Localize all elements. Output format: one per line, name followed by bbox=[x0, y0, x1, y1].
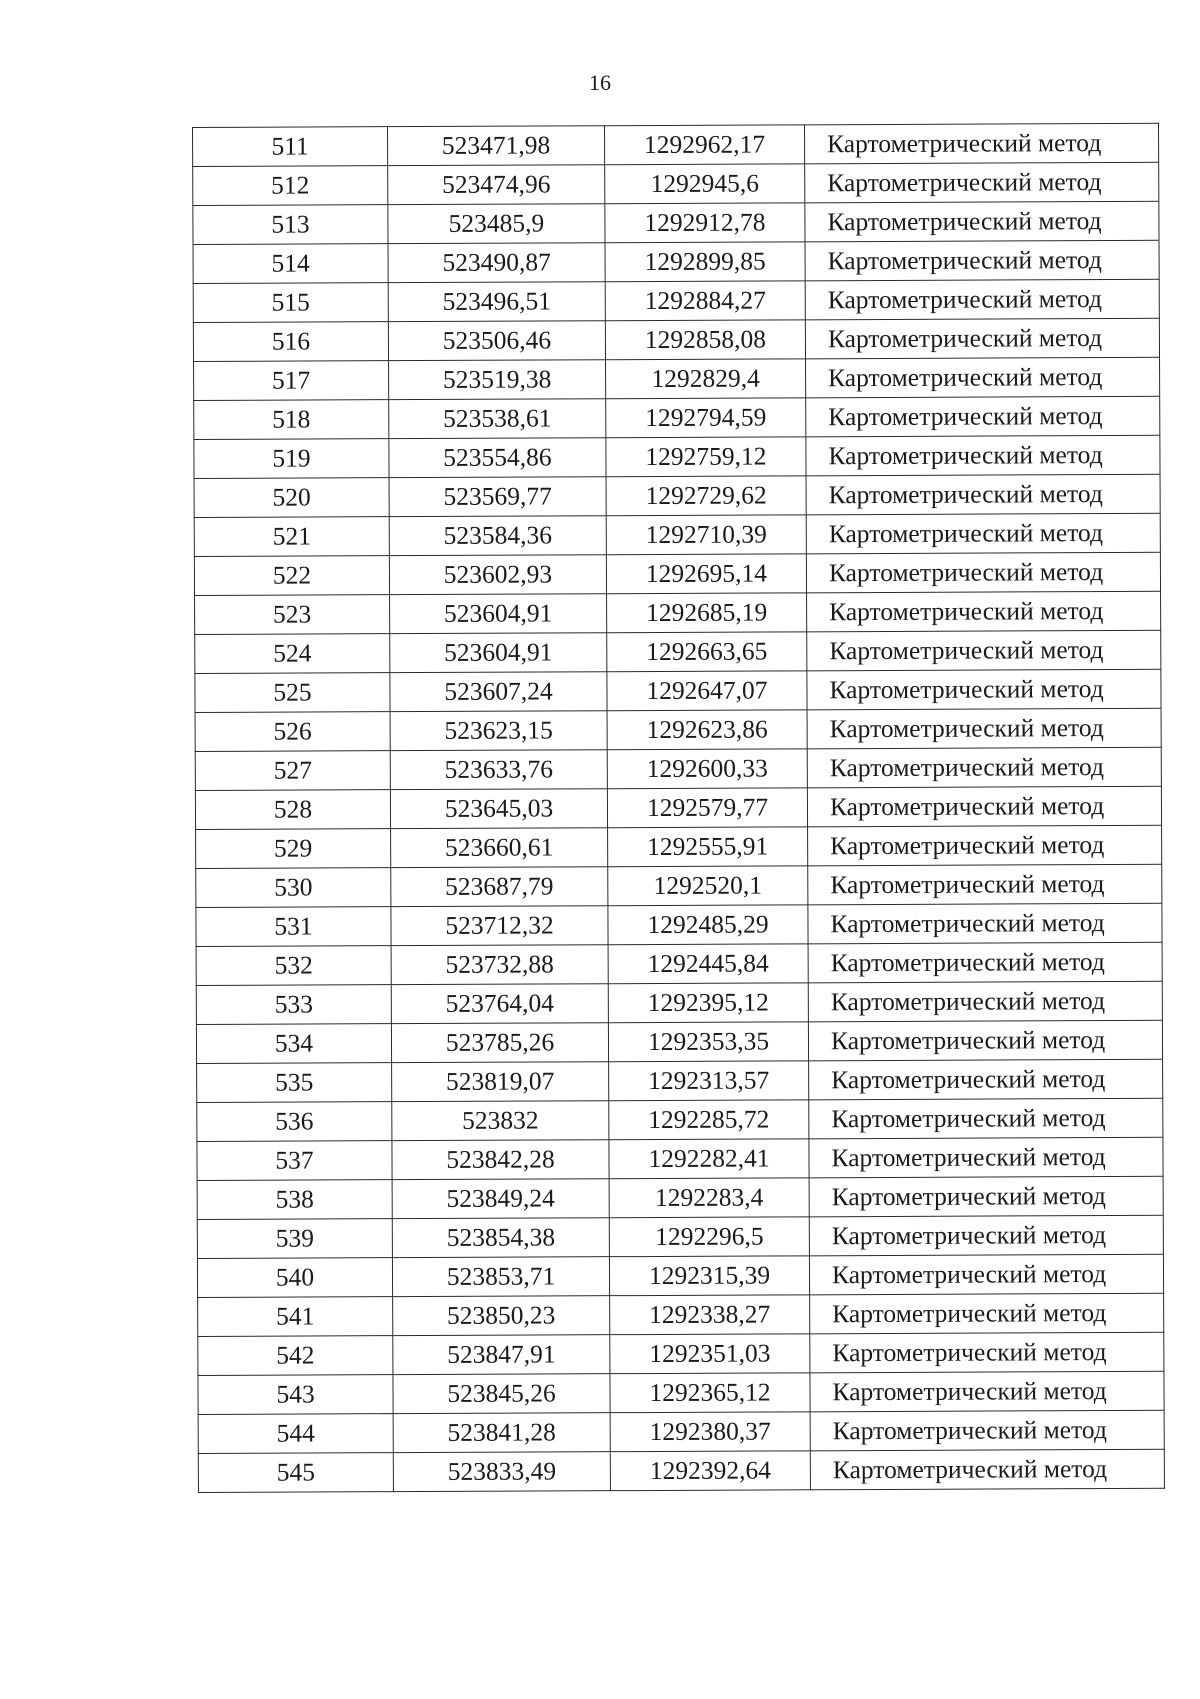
point-number-cell: 540 bbox=[197, 1258, 392, 1298]
table-row bbox=[195, 669, 1161, 712]
x-coordinate-cell: 523645,03 bbox=[390, 789, 607, 829]
method-cell: Картометрический метод bbox=[805, 201, 1159, 242]
method-cell: Картометрический метод bbox=[809, 1215, 1163, 1256]
method-cell: Картометрический метод bbox=[808, 903, 1162, 944]
point-number-cell: 532 bbox=[196, 946, 391, 986]
x-coordinate-cell: 523819,07 bbox=[392, 1062, 609, 1102]
method-cell: Картометрический метод bbox=[805, 240, 1159, 281]
page-number: 16 bbox=[589, 70, 611, 95]
x-coordinate-cell: 523602,93 bbox=[389, 555, 606, 595]
method-cell: Картометрический метод bbox=[804, 123, 1158, 164]
method-cell: Картометрический метод bbox=[806, 552, 1160, 593]
point-number-cell: 524 bbox=[195, 634, 390, 674]
point-number-cell: 545 bbox=[198, 1453, 393, 1493]
method-cell: Картометрический метод bbox=[805, 279, 1159, 320]
y-coordinate-cell: 1292884,27 bbox=[605, 281, 805, 321]
table-row bbox=[193, 279, 1159, 322]
point-number-cell: 523 bbox=[195, 595, 390, 635]
x-coordinate-cell: 523849,24 bbox=[392, 1179, 609, 1219]
method-cell: Картометрический метод bbox=[805, 318, 1159, 359]
table-row bbox=[198, 1410, 1164, 1453]
table-row bbox=[197, 1176, 1163, 1219]
table-row bbox=[198, 1449, 1164, 1492]
x-coordinate-cell: 523471,98 bbox=[388, 126, 605, 166]
y-coordinate-cell: 1292600,33 bbox=[607, 749, 807, 789]
point-number-cell: 518 bbox=[194, 400, 389, 440]
x-coordinate-cell: 523841,28 bbox=[393, 1413, 610, 1453]
point-number-cell: 542 bbox=[198, 1336, 393, 1376]
table-row bbox=[197, 1059, 1163, 1102]
table-row bbox=[196, 864, 1162, 907]
point-number-cell: 526 bbox=[195, 712, 390, 752]
method-cell: Картометрический метод bbox=[807, 669, 1161, 710]
method-cell: Картометрический метод bbox=[810, 1410, 1164, 1451]
table-row bbox=[193, 240, 1159, 283]
y-coordinate-cell: 1292282,41 bbox=[609, 1139, 809, 1179]
x-coordinate-cell: 523569,77 bbox=[389, 477, 606, 517]
y-coordinate-cell: 1292647,07 bbox=[607, 671, 807, 711]
x-coordinate-cell: 523607,24 bbox=[390, 672, 607, 712]
point-number-cell: 535 bbox=[197, 1063, 392, 1103]
y-coordinate-cell: 1292296,5 bbox=[609, 1217, 809, 1257]
point-number-cell: 534 bbox=[196, 1024, 391, 1064]
table-row bbox=[195, 630, 1161, 673]
point-number-cell: 539 bbox=[197, 1219, 392, 1259]
y-coordinate-cell: 1292945,6 bbox=[605, 164, 805, 204]
table-row bbox=[194, 396, 1160, 439]
method-cell: Картометрический метод bbox=[810, 1332, 1164, 1373]
y-coordinate-cell: 1292313,57 bbox=[609, 1061, 809, 1101]
y-coordinate-cell: 1292579,77 bbox=[607, 788, 807, 828]
y-coordinate-cell: 1292285,72 bbox=[609, 1100, 809, 1140]
point-number-cell: 543 bbox=[198, 1375, 393, 1415]
method-cell: Картометрический метод bbox=[808, 942, 1162, 983]
method-cell: Картометрический метод bbox=[808, 981, 1162, 1022]
table-row bbox=[198, 1332, 1164, 1375]
point-number-cell: 525 bbox=[195, 673, 390, 713]
y-coordinate-cell: 1292392,64 bbox=[610, 1451, 810, 1491]
table-row bbox=[194, 435, 1160, 478]
y-coordinate-cell: 1292315,39 bbox=[609, 1256, 809, 1296]
y-coordinate-cell: 1292353,35 bbox=[608, 1022, 808, 1062]
x-coordinate-cell: 523785,26 bbox=[391, 1023, 608, 1063]
x-coordinate-cell: 523554,86 bbox=[389, 438, 606, 478]
point-number-cell: 514 bbox=[193, 244, 388, 284]
x-coordinate-cell: 523732,88 bbox=[391, 945, 608, 985]
y-coordinate-cell: 1292899,85 bbox=[605, 242, 805, 282]
point-number-cell: 521 bbox=[194, 517, 389, 557]
y-coordinate-cell: 1292338,27 bbox=[610, 1295, 810, 1335]
y-coordinate-cell: 1292445,84 bbox=[608, 944, 808, 984]
point-number-cell: 512 bbox=[193, 166, 388, 206]
y-coordinate-cell: 1292695,14 bbox=[606, 554, 806, 594]
point-number-cell: 537 bbox=[197, 1141, 392, 1181]
method-cell: Картометрический метод bbox=[806, 396, 1160, 437]
point-number-cell: 519 bbox=[194, 439, 389, 479]
y-coordinate-cell: 1292351,03 bbox=[610, 1334, 810, 1374]
point-number-cell: 529 bbox=[196, 829, 391, 869]
coordinates-table-body bbox=[193, 123, 1165, 1492]
point-number-cell: 520 bbox=[194, 478, 389, 518]
point-number-cell: 530 bbox=[196, 868, 391, 908]
y-coordinate-cell: 1292710,39 bbox=[606, 515, 806, 555]
method-cell: Картометрический метод bbox=[807, 708, 1161, 749]
method-cell: Картометрический метод bbox=[807, 786, 1161, 827]
x-coordinate-cell: 523490,87 bbox=[388, 243, 605, 283]
method-cell: Картометрический метод bbox=[809, 1098, 1163, 1139]
x-coordinate-cell: 523623,15 bbox=[390, 711, 607, 751]
method-cell: Картометрический метод bbox=[809, 1254, 1163, 1295]
table-row bbox=[198, 1371, 1164, 1414]
x-coordinate-cell: 523604,91 bbox=[390, 594, 607, 634]
y-coordinate-cell: 1292685,19 bbox=[607, 593, 807, 633]
point-number-cell: 516 bbox=[193, 322, 388, 362]
x-coordinate-cell: 523764,04 bbox=[391, 984, 608, 1024]
table-row bbox=[197, 1137, 1163, 1180]
point-number-cell: 527 bbox=[195, 751, 390, 791]
table-row bbox=[197, 1254, 1163, 1297]
table-row bbox=[195, 747, 1161, 790]
table-row bbox=[194, 357, 1160, 400]
x-coordinate-cell: 523833,49 bbox=[393, 1452, 610, 1492]
table-row bbox=[195, 786, 1161, 829]
x-coordinate-cell: 523854,38 bbox=[392, 1218, 609, 1258]
y-coordinate-cell: 1292794,59 bbox=[606, 398, 806, 438]
point-number-cell: 541 bbox=[198, 1297, 393, 1337]
method-cell: Картометрический метод bbox=[807, 591, 1161, 632]
y-coordinate-cell: 1292365,12 bbox=[610, 1373, 810, 1413]
y-coordinate-cell: 1292380,37 bbox=[610, 1412, 810, 1452]
x-coordinate-cell: 523633,76 bbox=[390, 750, 607, 790]
x-coordinate-cell: 523847,91 bbox=[393, 1335, 610, 1375]
method-cell: Картометрический метод bbox=[809, 1137, 1163, 1178]
method-cell: Картометрический метод bbox=[806, 513, 1160, 554]
x-coordinate-cell: 523832 bbox=[392, 1101, 609, 1141]
y-coordinate-cell: 1292283,4 bbox=[609, 1178, 809, 1218]
y-coordinate-cell: 1292395,12 bbox=[608, 983, 808, 1023]
table-row bbox=[194, 552, 1160, 595]
table-row bbox=[198, 1293, 1164, 1336]
x-coordinate-cell: 523485,9 bbox=[388, 204, 605, 244]
method-cell: Картометрический метод bbox=[810, 1449, 1164, 1490]
y-coordinate-cell: 1292623,86 bbox=[607, 710, 807, 750]
x-coordinate-cell: 523474,96 bbox=[388, 165, 605, 205]
x-coordinate-cell: 523506,46 bbox=[388, 321, 605, 361]
point-number-cell: 517 bbox=[194, 361, 389, 401]
method-cell: Картометрический метод bbox=[810, 1293, 1164, 1334]
coordinates-table bbox=[192, 123, 1165, 1493]
method-cell: Картометрический метод bbox=[806, 357, 1160, 398]
x-coordinate-cell: 523712,32 bbox=[391, 906, 608, 946]
point-number-cell: 515 bbox=[193, 283, 388, 323]
x-coordinate-cell: 523842,28 bbox=[392, 1140, 609, 1180]
x-coordinate-cell: 523853,71 bbox=[392, 1257, 609, 1297]
point-number-cell: 533 bbox=[196, 985, 391, 1025]
table-row bbox=[194, 474, 1160, 517]
point-number-cell: 511 bbox=[193, 127, 388, 167]
method-cell: Картометрический метод bbox=[806, 474, 1160, 515]
table-row bbox=[197, 1098, 1163, 1141]
y-coordinate-cell: 1292858,08 bbox=[605, 320, 805, 360]
y-coordinate-cell: 1292485,29 bbox=[608, 905, 808, 945]
method-cell: Картометрический метод bbox=[806, 435, 1160, 476]
y-coordinate-cell: 1292912,78 bbox=[605, 203, 805, 243]
table-row bbox=[193, 162, 1159, 205]
x-coordinate-cell: 523660,61 bbox=[391, 828, 608, 868]
table-row bbox=[196, 981, 1162, 1024]
y-coordinate-cell: 1292555,91 bbox=[608, 827, 808, 867]
table-row bbox=[197, 1215, 1163, 1258]
x-coordinate-cell: 523687,79 bbox=[391, 867, 608, 907]
point-number-cell: 513 bbox=[193, 205, 388, 245]
table-row bbox=[196, 942, 1162, 985]
y-coordinate-cell: 1292663,65 bbox=[607, 632, 807, 672]
method-cell: Картометрический метод bbox=[805, 162, 1159, 203]
method-cell: Картометрический метод bbox=[810, 1371, 1164, 1412]
table-row bbox=[193, 201, 1159, 244]
y-coordinate-cell: 1292829,4 bbox=[606, 359, 806, 399]
table-row bbox=[193, 123, 1159, 166]
point-number-cell: 531 bbox=[196, 907, 391, 947]
table-row bbox=[196, 825, 1162, 868]
table-row bbox=[194, 513, 1160, 556]
point-number-cell: 528 bbox=[195, 790, 390, 830]
method-cell: Картометрический метод bbox=[809, 1059, 1163, 1100]
x-coordinate-cell: 523519,38 bbox=[389, 360, 606, 400]
method-cell: Картометрический метод bbox=[807, 747, 1161, 788]
y-coordinate-cell: 1292729,62 bbox=[606, 476, 806, 516]
method-cell: Картометрический метод bbox=[809, 1176, 1163, 1217]
method-cell: Картометрический метод bbox=[808, 864, 1162, 905]
point-number-cell: 536 bbox=[197, 1102, 392, 1142]
table-row bbox=[196, 1020, 1162, 1063]
y-coordinate-cell: 1292759,12 bbox=[606, 437, 806, 477]
table-row bbox=[196, 903, 1162, 946]
x-coordinate-cell: 523845,26 bbox=[393, 1374, 610, 1414]
x-coordinate-cell: 523604,91 bbox=[390, 633, 607, 673]
x-coordinate-cell: 523584,36 bbox=[389, 516, 606, 556]
table-row bbox=[195, 591, 1161, 634]
method-cell: Картометрический метод bbox=[808, 1020, 1162, 1061]
y-coordinate-cell: 1292962,17 bbox=[604, 125, 804, 165]
point-number-cell: 544 bbox=[198, 1414, 393, 1454]
x-coordinate-cell: 523496,51 bbox=[388, 282, 605, 322]
point-number-cell: 538 bbox=[197, 1180, 392, 1220]
method-cell: Картометрический метод bbox=[808, 825, 1162, 866]
point-number-cell: 522 bbox=[194, 556, 389, 596]
method-cell: Картометрический метод bbox=[807, 630, 1161, 671]
x-coordinate-cell: 523538,61 bbox=[389, 399, 606, 439]
y-coordinate-cell: 1292520,1 bbox=[608, 866, 808, 906]
table-row bbox=[193, 318, 1159, 361]
table-row bbox=[195, 708, 1161, 751]
x-coordinate-cell: 523850,23 bbox=[393, 1296, 610, 1336]
